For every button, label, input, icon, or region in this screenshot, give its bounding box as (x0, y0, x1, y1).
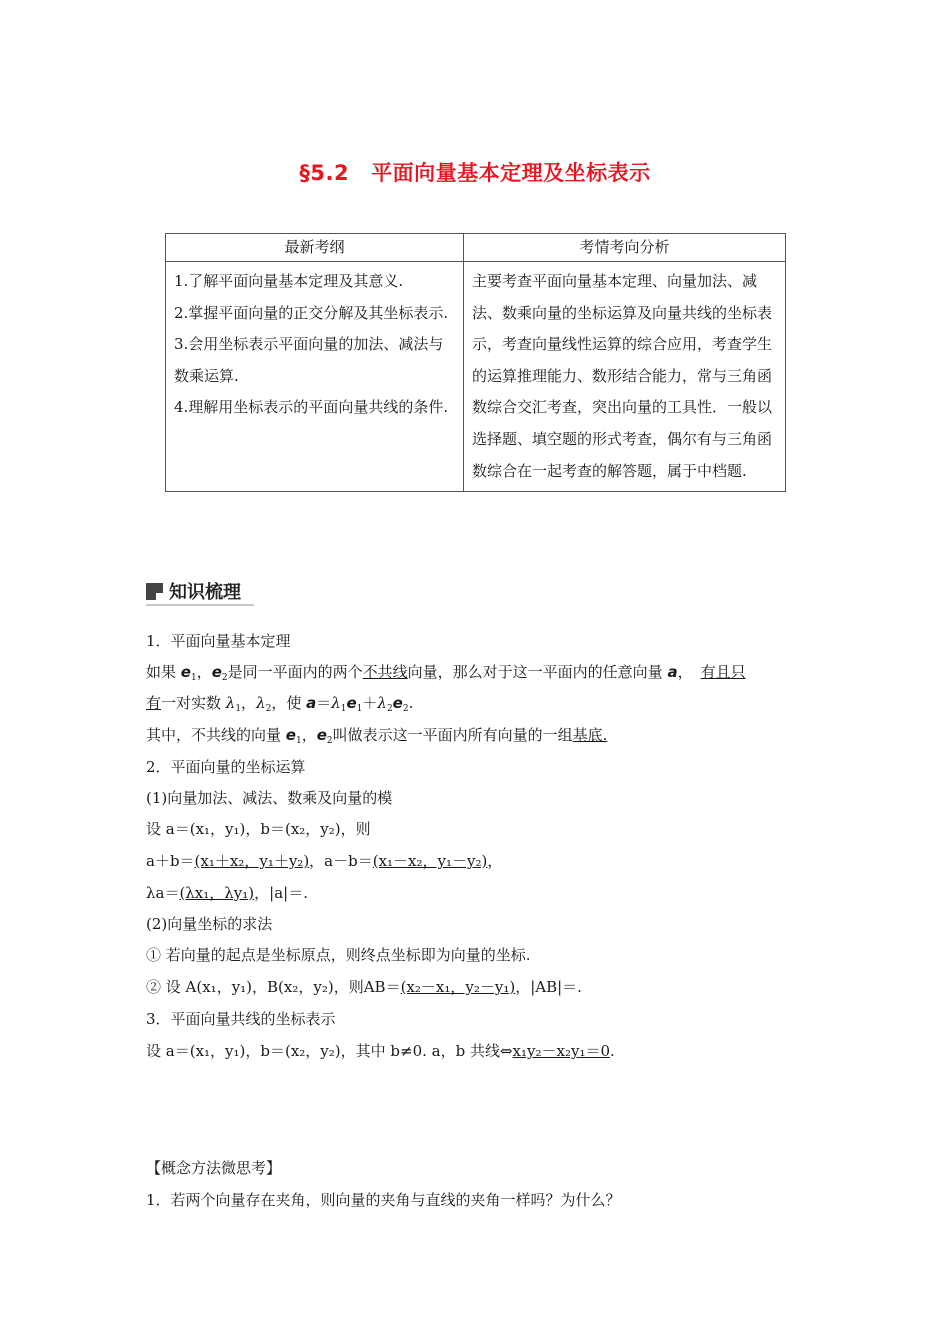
sum-difference-line: a＋b＝(x₁＋x₂，y₁＋y₂)，a－b＝(x₁－x₂，y₁－y₂)， (146, 852, 503, 870)
coordinate-rule-1: ① 若向量的起点是坐标原点，则终点坐标即为向量的坐标. (146, 946, 531, 964)
section-heading (146, 578, 254, 606)
syllabus-item: 2.掌握平面向量的正交分解及其坐标表示. (174, 303, 449, 322)
theorem-line-2: 有一对实数 $\lambda_1$，$\lambda_2$，使 $a=\lambda_1e_1+\lambda_2e_2$. (146, 694, 414, 714)
table-header-right: 考情考向分析 (464, 234, 786, 262)
vector-definition: 设 a＝(x₁，y₁)，b＝(x₂，y₂)，则 (146, 820, 371, 838)
square-bullet-icon (146, 583, 163, 600)
analysis-text: 主要考查平面向量基本定理、向量加法、减法、数乘向量的坐标运算及向量共线的坐标表示，考查向量线性运算的综合应用，考查学生的运算推理能力、数形结合能力，常与三角函数综合交汇考查，突出向量的工具性．一般以选择题、填空题的形式考查，偶尔有与三角函数综合在一起考查的解答题，属于中档题. (464, 262, 786, 492)
heading-1: 1．平面向量基本定理 (146, 632, 291, 650)
answer-blank: 基底. (572, 726, 608, 744)
basis-line: 其中，不共线的向量 $e_1$，$e_2$叫做表示这一平面内所有向量的一组基底. (146, 726, 608, 746)
answer-blank: (λx₁，λy₁) (179, 884, 255, 902)
coordinate-rule-2: ② 设 A(x₁，y₁)，B(x₂，y₂)，则AB＝(x₂－x₁，y₂－y₁)，|AB|＝. (146, 978, 582, 996)
answer-blank: x₁y₂－x₂y₁＝0 (512, 1042, 611, 1060)
subheading-2-1: (1)向量加法、减法、数乘及向量的模 (146, 789, 393, 807)
heading-2: 2．平面向量的坐标运算 (146, 758, 306, 776)
subheading-2-2: (2)向量坐标的求法 (146, 915, 273, 933)
syllabus-item: 3.会用坐标表示平面向量的加法、减法与数乘运算. (174, 335, 444, 385)
answer-blank: 有 (146, 694, 162, 712)
scalar-line: λa＝(λx₁，λy₁)，|a|＝. (146, 884, 308, 902)
theorem-line-1: 如果 $e_1$，$e_2$是同一平面内的两个不共线向量，那么对于这一平面内的任意向量 a， 有且只 (146, 663, 746, 683)
answer-blank: (x₁＋x₂，y₁＋y₂) (194, 852, 310, 870)
section-heading-label: 知识梳理 (169, 582, 241, 603)
table-header-left: 最新考纲 (166, 234, 464, 262)
syllabus-item: 1.了解平面向量基本定理及其意义. (174, 272, 404, 290)
think-question-1: 1．若两个向量存在夹角，则向量的夹角与直线的夹角一样吗？为什么？ (146, 1191, 621, 1209)
heading-3: 3．平面向量共线的坐标表示 (146, 1010, 336, 1028)
syllabus-items (166, 262, 464, 492)
section-number: §5.2 (299, 161, 350, 185)
answer-blank: 有且只 (700, 663, 746, 681)
answer-blank: (x₂－x₁，y₂－y₁) (400, 978, 516, 996)
syllabus-item: 4.理解用坐标表示的平面向量共线的条件. (174, 398, 449, 417)
answer-blank: (x₁－x₂，y₁－y₂) (372, 852, 488, 870)
collinear-line: 设 a＝(x₁，y₁)，b＝(x₂，y₂)，其中 b≠0. a，b 共线⇔x₁y₂－x₂y₁＝0. (146, 1042, 615, 1060)
page-title (0, 157, 950, 187)
think-heading: 【概念方法微思考】 (146, 1159, 282, 1177)
answer-blank: 不共线 (362, 663, 408, 681)
title-text: 平面向量基本定理及坐标表示 (371, 161, 651, 185)
syllabus-table (165, 233, 786, 492)
